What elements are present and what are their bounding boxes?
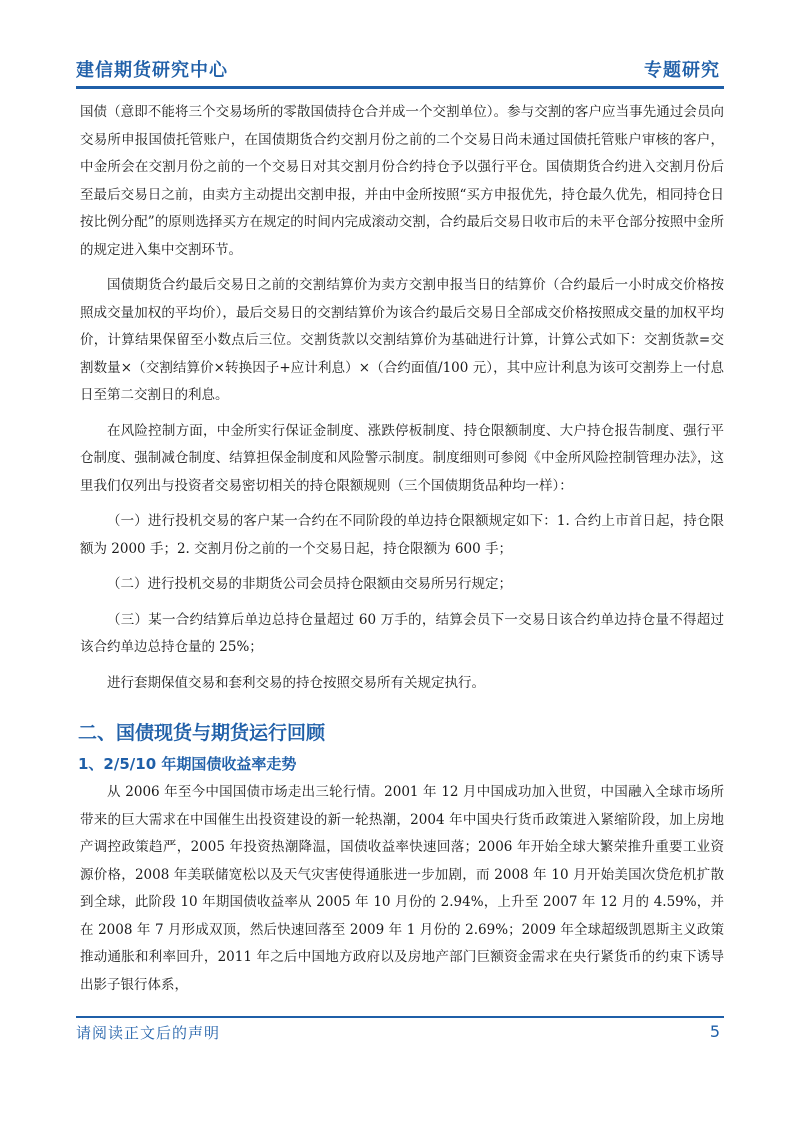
paragraph: 在风险控制方面，中金所实行保证金制度、涨跌停板制度、持仓限额制度、大户持仓报告制度、强行平仓制度、强制减仓制度、结算担保金制度和风险警示制度。制度细则可参阅《中金所风险控制管理办法》，这里我们仅列出与投资者交易密切相关的持仓限额规则（三个国债期货品种均一样）： xyxy=(80,422,724,494)
list-item: （三）某一合约结算后单边总持仓量超过 60 万手的，结算会员下一交易日该合约单边持仓量不得超过该合约单边总持仓量的 25%； xyxy=(80,611,724,655)
footer-disclaimer: 请阅读正文后的声明 xyxy=(76,1024,221,1042)
list-item: （二）进行投机交易的非期货公司会员持仓限额由交易所另行规定； xyxy=(107,576,512,592)
footer-divider xyxy=(76,1016,724,1018)
subsection-title: 1、2/5/10 年期国债收益率走势 xyxy=(78,755,297,773)
header-title: 建信期货研究中心 xyxy=(76,60,228,81)
page-number: 5 xyxy=(709,1022,720,1041)
list-item: （一）进行投机交易的客户某一合约在不同阶段的单边持仓限额规定如下：1. 合约上市首日起，持仓限额为 2000 手；2. 交割月份之前的一个交易日起，持仓限额为 600 手； xyxy=(80,513,724,557)
header-divider xyxy=(76,86,724,89)
paragraph: 从 2006 年至今中国国债市场走出三轮行情。2001 年 12 月中国成功加入世贸，中国融入全球市场所带来的巨大需求在中国催生出投资建设的新一轮热潮，2004 年中国央行货币政策进入紧缩阶段，加上房地产调控政策趋严，2005 年投资热潮降温，国债收益率快速回落；2006 年开始全球大繁荣推升重要工业资源价格，2008 年美联储宽松以及天气灾害使得通胀进一步加剧，而 2008 年 10 月开始美国次贷危机扩散到全球，此阶段 10 年期国债收益率从 2005 年 10 月份的 2.94%，上升至 2007 年 12 月的 4.59%，并在 2008 年 7 月形成双顶，然后快速回落至 2009 年 1 月份的 2.69%；2009 年全球超级凯恩斯主义政策推动通胀和利率回升，2011 年之后中国地方政府以及房地产部门巨额资金需求在央行紧货币的约束下诱导出影子银行体系， xyxy=(80,784,724,993)
section-title: 二、国债现货与期货运行回顾 xyxy=(78,722,326,744)
paragraph: 国债期货合约最后交易日之前的交割结算价为卖方交割申报当日的结算价（合约最后一小时成交价格按照成交量加权的平均价），最后交易日的交割结算价为该合约最后交易日全部成交价格按照成交量的加权平均价，计算结果保留至小数点后三位。交割货款以交割结算价为基础进行计算，计算公式如下：交割货款=交割数量×（交割结算价×转换因子+应计利息）×（合约面值/100 元），其中应计利息为该可交割券上一付息日至第二交割日的利息。 xyxy=(80,277,724,403)
paragraph: 进行套期保值交易和套利交易的持仓按照交易所有关规定执行。 xyxy=(107,674,485,691)
page-body xyxy=(80,99,724,1007)
paragraph: 国债（意即不能将三个交易场所的零散国债持仓合并成一个交割单位）。参与交割的客户应当事先通过会员向交易所申报国债托管账户，在国债期货合约交割月份之前的二个交易日尚未通过国债托管账户审核的客户，中金所会在交割月份之前的一个交易日对其交割月份合约持仓予以强行平仓。国债期货合约进入交割月份后至最后交易日之前，由卖方主动提出交割申报，并由中金所按照“买方申报优先，持仓最久优先，相同持仓日按比例分配”的原则选择买方在规定的时间内完成滚动交割，合约最后交易日收市后的未平仓部分按照中金所的规定进入集中交割环节。 xyxy=(80,104,724,258)
header-category: 专题研究 xyxy=(644,60,720,81)
